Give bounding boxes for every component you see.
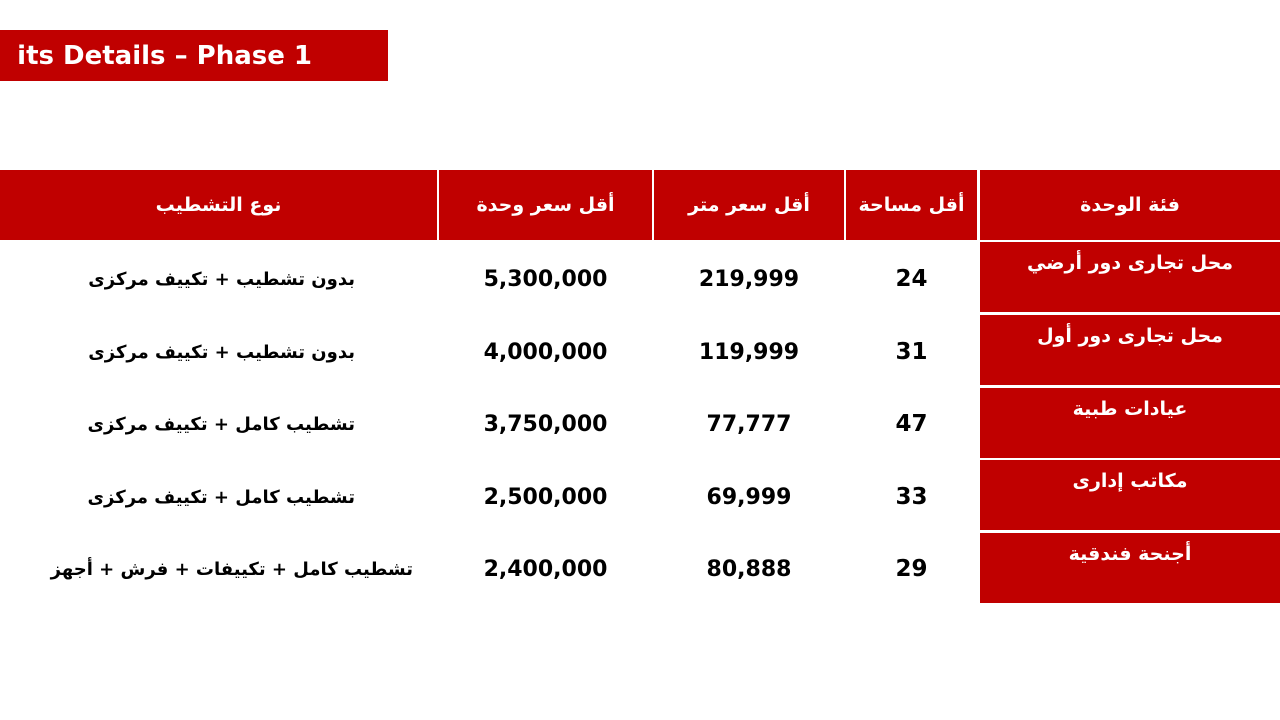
row-category: مكاتب إدارى	[980, 460, 1280, 530]
row-min-area: 31	[895, 339, 928, 365]
row-min-area: 47	[895, 411, 928, 437]
row-min-unit-price: 2,500,000	[483, 484, 608, 510]
header-finishing-type: نوع التشطيب	[0, 170, 437, 240]
header-category: فئة الوحدة	[980, 170, 1280, 240]
row-category: محل تجارى دور أول	[980, 315, 1280, 385]
row-min-meter-price: 80,888	[706, 556, 792, 582]
row-min-unit-price: 5,300,000	[483, 266, 608, 292]
row-min-meter-price: 119,999	[698, 339, 800, 365]
header-min-area: أقل مساحة	[846, 170, 977, 240]
row-min-unit-price: 3,750,000	[483, 411, 608, 437]
page-title: its Details – Phase 1	[17, 40, 312, 71]
row-min-area: 24	[895, 266, 928, 292]
row-category: محل تجارى دور أرضي	[980, 242, 1280, 312]
header-min-unit-price: أقل سعر وحدة	[439, 170, 652, 240]
row-min-unit-price: 4,000,000	[483, 339, 608, 365]
row-category: عيادات طبية	[980, 388, 1280, 458]
row-finishing-type: تشطيب كامل + تكييفات + فرش + أجهز	[50, 558, 413, 580]
row-category: أجنحة فندقية	[980, 533, 1280, 603]
row-min-meter-price: 219,999	[698, 266, 800, 292]
row-min-meter-price: 77,777	[706, 411, 792, 437]
title-banner	[0, 30, 388, 81]
row-min-meter-price: 69,999	[706, 484, 792, 510]
header-min-meter-price: أقل سعر متر	[654, 170, 844, 240]
row-min-area: 29	[895, 556, 928, 582]
row-min-area: 33	[895, 484, 928, 510]
row-finishing-type: تشطيب كامل + تكييف مركزى	[87, 486, 355, 508]
row-finishing-type: تشطيب كامل + تكييف مركزى	[87, 413, 355, 435]
row-finishing-type: بدون تشطيب + تكييف مركزى	[88, 341, 355, 363]
row-min-unit-price: 2,400,000	[483, 556, 608, 582]
row-finishing-type: بدون تشطيب + تكييف مركزى	[88, 268, 355, 290]
